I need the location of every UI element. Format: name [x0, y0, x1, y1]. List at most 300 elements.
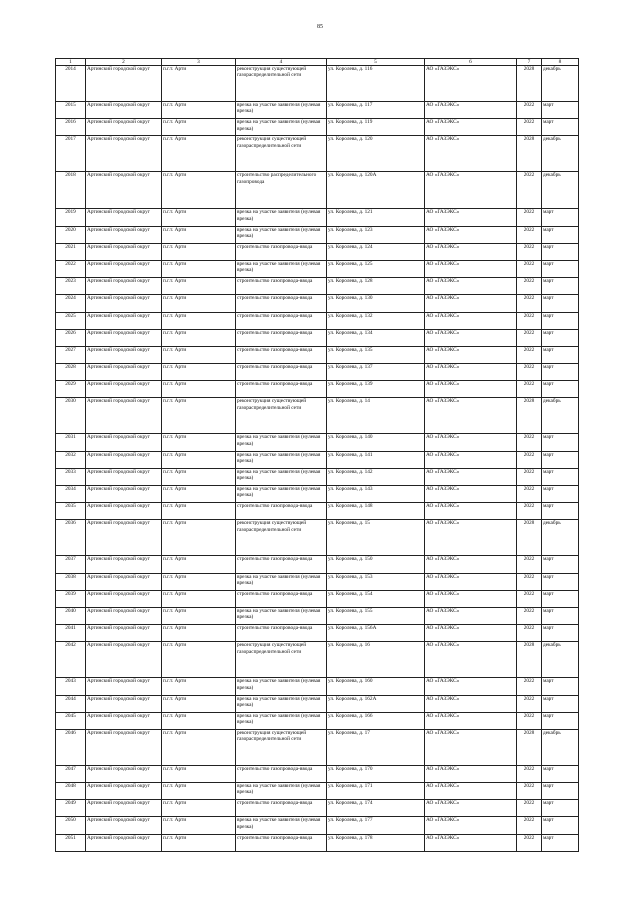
month-cell: декабрь [542, 642, 579, 678]
row-number: 2030 [56, 398, 86, 434]
district-cell: Артинский городской округ [86, 486, 162, 503]
address-cell: ул. Королева, д. 166 [327, 712, 425, 729]
column-number-row [56, 59, 579, 66]
settlement-cell: п.г.т. Арти [162, 607, 236, 624]
settlement-cell: п.г.т. Арти [162, 398, 236, 434]
settlement-cell: п.г.т. Арти [162, 503, 236, 520]
settlement-cell: п.г.т. Арти [162, 102, 236, 119]
row-number: 2027 [56, 346, 86, 363]
month-cell: март [542, 260, 579, 277]
work-type-cell: строительство газопровода-ввода [236, 346, 327, 363]
district-cell: Артинский городской округ [86, 729, 162, 765]
year-cell: 2022 [517, 451, 542, 468]
month-cell: декабрь [542, 520, 579, 556]
year-cell: 2022 [517, 590, 542, 607]
column-header: 5 [327, 59, 425, 66]
year-cell: 2022 [517, 712, 542, 729]
organization-cell: АО «ГАЗЭКС» [425, 800, 517, 817]
work-type-cell: врезка на участке заявителя (нулевая врезка) [236, 119, 327, 136]
month-cell: март [542, 451, 579, 468]
year-cell: 2022 [517, 678, 542, 695]
table-row [56, 573, 579, 590]
table-row [56, 642, 579, 678]
settlement-cell: п.г.т. Арти [162, 556, 236, 573]
row-number: 2032 [56, 451, 86, 468]
row-number: 2031 [56, 434, 86, 451]
district-cell: Артинский городской округ [86, 66, 162, 102]
address-cell: ул. Королева, д. 134 [327, 329, 425, 346]
column-header: 1 [56, 59, 86, 66]
organization-cell: АО «ГАЗЭКС» [425, 119, 517, 136]
organization-cell: АО «ГАЗЭКС» [425, 136, 517, 172]
address-cell: ул. Королева, д. 120А [327, 172, 425, 209]
year-cell: 2028 [517, 136, 542, 172]
address-cell: ул. Королева, д. 128 [327, 278, 425, 295]
column-header: 3 [162, 59, 236, 66]
work-type-cell: строительство газопровода-ввода [236, 765, 327, 782]
address-cell: ул. Королева, д. 143 [327, 486, 425, 503]
address-cell: ул. Королева, д. 153 [327, 573, 425, 590]
address-cell: ул. Королева, д. 121 [327, 209, 425, 226]
district-cell: Артинский городской округ [86, 312, 162, 329]
district-cell: Артинский городской округ [86, 278, 162, 295]
district-cell: Артинский городской округ [86, 119, 162, 136]
work-type-cell: строительство газопровода-ввода [236, 329, 327, 346]
row-number: 2023 [56, 278, 86, 295]
table-row [56, 783, 579, 800]
settlement-cell: п.г.т. Арти [162, 625, 236, 642]
organization-cell: АО «ГАЗЭКС» [425, 520, 517, 556]
work-type-cell: реконструкция существующей газораспределительной сети [236, 729, 327, 765]
district-cell: Артинский городской округ [86, 590, 162, 607]
row-number: 2028 [56, 364, 86, 381]
month-cell: март [542, 590, 579, 607]
district-cell: Артинский городской округ [86, 295, 162, 312]
district-cell: Артинский городской округ [86, 260, 162, 277]
organization-cell: АО «ГАЗЭКС» [425, 381, 517, 398]
district-cell: Артинский городской округ [86, 434, 162, 451]
year-cell: 2022 [517, 364, 542, 381]
address-cell: ул. Королева, д. 154 [327, 590, 425, 607]
table-row [56, 556, 579, 573]
year-cell: 2022 [517, 625, 542, 642]
table-row [56, 520, 579, 556]
organization-cell: АО «ГАЗЭКС» [425, 243, 517, 260]
organization-cell: АО «ГАЗЭКС» [425, 556, 517, 573]
settlement-cell: п.г.т. Арти [162, 590, 236, 607]
year-cell: 2022 [517, 172, 542, 209]
table-row [56, 678, 579, 695]
organization-cell: АО «ГАЗЭКС» [425, 834, 517, 851]
address-cell: ул. Королева, д. 123 [327, 226, 425, 243]
month-cell: март [542, 346, 579, 363]
organization-cell: АО «ГАЗЭКС» [425, 209, 517, 226]
table-row [56, 800, 579, 817]
table-row [56, 590, 579, 607]
organization-cell: АО «ГАЗЭКС» [425, 102, 517, 119]
column-header: 2 [86, 59, 162, 66]
year-cell: 2022 [517, 329, 542, 346]
row-number: 2045 [56, 712, 86, 729]
settlement-cell: п.г.т. Арти [162, 66, 236, 102]
district-cell: Артинский городской округ [86, 817, 162, 834]
year-cell: 2022 [517, 209, 542, 226]
work-type-cell: строительство газопровода-ввода [236, 295, 327, 312]
month-cell: март [542, 243, 579, 260]
organization-cell: АО «ГАЗЭКС» [425, 783, 517, 800]
organization-cell: АО «ГАЗЭКС» [425, 172, 517, 209]
table-row [56, 712, 579, 729]
year-cell: 2022 [517, 486, 542, 503]
table-row [56, 136, 579, 172]
row-number: 2024 [56, 295, 86, 312]
address-cell: ул. Королева, д. 120 [327, 136, 425, 172]
work-type-cell: строительство газопровода-ввода [236, 243, 327, 260]
table-row [56, 346, 579, 363]
column-header: 6 [425, 59, 517, 66]
address-cell: ул. Королева, д. 124 [327, 243, 425, 260]
year-cell: 2022 [517, 783, 542, 800]
district-cell: Артинский городской округ [86, 398, 162, 434]
row-number: 2048 [56, 783, 86, 800]
row-number: 2050 [56, 817, 86, 834]
address-cell: ул. Королева, д. 160 [327, 678, 425, 695]
address-cell: ул. Королева, д. 14 [327, 398, 425, 434]
row-number: 2025 [56, 312, 86, 329]
row-number: 2038 [56, 573, 86, 590]
organization-cell: АО «ГАЗЭКС» [425, 312, 517, 329]
settlement-cell: п.г.т. Арти [162, 136, 236, 172]
settlement-cell: п.г.т. Арти [162, 278, 236, 295]
organization-cell: АО «ГАЗЭКС» [425, 625, 517, 642]
address-cell: ул. Королева, д. 148 [327, 503, 425, 520]
table-row [56, 503, 579, 520]
row-number: 2017 [56, 136, 86, 172]
work-type-cell: врезка на участке заявителя (нулевая врезка) [236, 678, 327, 695]
settlement-cell: п.г.т. Арти [162, 817, 236, 834]
month-cell: март [542, 102, 579, 119]
organization-cell: АО «ГАЗЭКС» [425, 642, 517, 678]
year-cell: 2022 [517, 295, 542, 312]
month-cell: март [542, 625, 579, 642]
address-cell: ул. Королева, д. 174 [327, 800, 425, 817]
organization-cell: АО «ГАЗЭКС» [425, 434, 517, 451]
row-number: 2051 [56, 834, 86, 851]
district-cell: Артинский городской округ [86, 136, 162, 172]
settlement-cell: п.г.т. Арти [162, 712, 236, 729]
table-row [56, 834, 579, 851]
work-type-cell: строительство газопровода-ввода [236, 503, 327, 520]
settlement-cell: п.г.т. Арти [162, 381, 236, 398]
work-type-cell: врезка на участке заявителя (нулевая врезка) [236, 695, 327, 712]
organization-cell: АО «ГАЗЭКС» [425, 451, 517, 468]
settlement-cell: п.г.т. Арти [162, 243, 236, 260]
month-cell: март [542, 226, 579, 243]
organization-cell: АО «ГАЗЭКС» [425, 364, 517, 381]
work-type-cell: реконструкция существующей газораспределительной сети [236, 66, 327, 102]
address-cell: ул. Королева, д. 125 [327, 260, 425, 277]
month-cell: март [542, 329, 579, 346]
district-cell: Артинский городской округ [86, 695, 162, 712]
month-cell: март [542, 209, 579, 226]
row-number: 2049 [56, 800, 86, 817]
month-cell: март [542, 695, 579, 712]
month-cell: март [542, 486, 579, 503]
month-cell: март [542, 573, 579, 590]
month-cell: март [542, 503, 579, 520]
year-cell: 2022 [517, 226, 542, 243]
month-cell: март [542, 312, 579, 329]
work-type-cell: строительство газопровода-ввода [236, 834, 327, 851]
address-cell: ул. Королева, д. 162А [327, 695, 425, 712]
settlement-cell: п.г.т. Арти [162, 834, 236, 851]
organization-cell: АО «ГАЗЭКС» [425, 226, 517, 243]
month-cell: март [542, 817, 579, 834]
address-cell: ул. Королева, д. 130 [327, 295, 425, 312]
district-cell: Артинский городской округ [86, 800, 162, 817]
work-type-cell: реконструкция существующей газораспределительной сети [236, 136, 327, 172]
year-cell: 2022 [517, 119, 542, 136]
row-number: 2047 [56, 765, 86, 782]
district-cell: Артинский городской округ [86, 209, 162, 226]
organization-cell: АО «ГАЗЭКС» [425, 729, 517, 765]
year-cell: 2022 [517, 243, 542, 260]
row-number: 2035 [56, 503, 86, 520]
month-cell: март [542, 783, 579, 800]
column-header: 4 [236, 59, 327, 66]
district-cell: Артинский городской округ [86, 364, 162, 381]
settlement-cell: п.г.т. Арти [162, 486, 236, 503]
year-cell: 2022 [517, 834, 542, 851]
work-type-cell: врезка на участке заявителя (нулевая врезка) [236, 209, 327, 226]
organization-cell: АО «ГАЗЭКС» [425, 329, 517, 346]
address-cell: ул. Королева, д. 17 [327, 729, 425, 765]
row-number: 2026 [56, 329, 86, 346]
work-type-cell: врезка на участке заявителя (нулевая врезка) [236, 712, 327, 729]
organization-cell: АО «ГАЗЭКС» [425, 590, 517, 607]
address-cell: ул. Королева, д. 137 [327, 364, 425, 381]
address-cell: ул. Королева, д. 135 [327, 346, 425, 363]
month-cell: март [542, 712, 579, 729]
settlement-cell: п.г.т. Арти [162, 783, 236, 800]
district-cell: Артинский городской округ [86, 226, 162, 243]
year-cell: 2022 [517, 381, 542, 398]
row-number: 2033 [56, 468, 86, 485]
district-cell: Артинский городской округ [86, 783, 162, 800]
table-row [56, 729, 579, 765]
organization-cell: АО «ГАЗЭКС» [425, 468, 517, 485]
district-cell: Артинский городской округ [86, 678, 162, 695]
row-number: 2046 [56, 729, 86, 765]
address-cell: ул. Королева, д. 142 [327, 468, 425, 485]
row-number: 2022 [56, 260, 86, 277]
address-cell: ул. Королева, д. 150 [327, 556, 425, 573]
settlement-cell: п.г.т. Арти [162, 346, 236, 363]
organization-cell: АО «ГАЗЭКС» [425, 817, 517, 834]
settlement-cell: п.г.т. Арти [162, 642, 236, 678]
page-number: 85 [317, 24, 323, 30]
organization-cell: АО «ГАЗЭКС» [425, 278, 517, 295]
work-type-cell: строительство газопровода-ввода [236, 556, 327, 573]
year-cell: 2022 [517, 503, 542, 520]
settlement-cell: п.г.т. Арти [162, 260, 236, 277]
district-cell: Артинский городской округ [86, 712, 162, 729]
work-type-cell: врезка на участке заявителя (нулевая врезка) [236, 451, 327, 468]
month-cell: март [542, 765, 579, 782]
year-cell: 2022 [517, 800, 542, 817]
work-type-cell: строительство распределительного газопровода [236, 172, 327, 209]
year-cell: 2022 [517, 346, 542, 363]
organization-cell: АО «ГАЗЭКС» [425, 695, 517, 712]
table-row [56, 381, 579, 398]
address-cell: ул. Королева, д. 177 [327, 817, 425, 834]
year-cell: 2028 [517, 642, 542, 678]
month-cell: март [542, 119, 579, 136]
address-cell: ул. Королева, д. 155 [327, 607, 425, 624]
work-type-cell: реконструкция существующей газораспределительной сети [236, 642, 327, 678]
organization-cell: АО «ГАЗЭКС» [425, 66, 517, 102]
work-type-cell: врезка на участке заявителя (нулевая врезка) [236, 260, 327, 277]
column-header: 8 [542, 59, 579, 66]
year-cell: 2022 [517, 556, 542, 573]
table-row [56, 102, 579, 119]
table-row [56, 695, 579, 712]
work-type-cell: врезка на участке заявителя (нулевая врезка) [236, 783, 327, 800]
settlement-cell: п.г.т. Арти [162, 468, 236, 485]
work-type-cell: врезка на участке заявителя (нулевая врезка) [236, 468, 327, 485]
table-row [56, 468, 579, 485]
settlement-cell: п.г.т. Арти [162, 729, 236, 765]
month-cell: март [542, 678, 579, 695]
month-cell: декабрь [542, 172, 579, 209]
settlement-cell: п.г.т. Арти [162, 800, 236, 817]
month-cell: март [542, 800, 579, 817]
year-cell: 2022 [517, 817, 542, 834]
work-type-cell: врезка на участке заявителя (нулевая врезка) [236, 573, 327, 590]
row-number: 2029 [56, 381, 86, 398]
table-row [56, 66, 579, 102]
month-cell: март [542, 364, 579, 381]
settlement-cell: п.г.т. Арти [162, 695, 236, 712]
table-row [56, 434, 579, 451]
month-cell: март [542, 607, 579, 624]
year-cell: 2022 [517, 695, 542, 712]
organization-cell: АО «ГАЗЭКС» [425, 295, 517, 312]
row-number: 2040 [56, 607, 86, 624]
district-cell: Артинский городской округ [86, 503, 162, 520]
table-row [56, 765, 579, 782]
district-cell: Артинский городской округ [86, 451, 162, 468]
year-cell: 2022 [517, 434, 542, 451]
organization-cell: АО «ГАЗЭКС» [425, 260, 517, 277]
settlement-cell: п.г.т. Арти [162, 434, 236, 451]
district-cell: Артинский городской округ [86, 642, 162, 678]
work-type-cell: строительство газопровода-ввода [236, 364, 327, 381]
row-number: 2014 [56, 66, 86, 102]
work-type-cell: строительство газопровода-ввода [236, 312, 327, 329]
district-cell: Артинский городской округ [86, 556, 162, 573]
address-cell: ул. Королева, д. 170 [327, 765, 425, 782]
district-cell: Артинский городской округ [86, 102, 162, 119]
row-number: 2039 [56, 590, 86, 607]
organization-cell: АО «ГАЗЭКС» [425, 678, 517, 695]
month-cell: декабрь [542, 729, 579, 765]
address-cell: ул. Королева, д. 16 [327, 642, 425, 678]
month-cell: декабрь [542, 66, 579, 102]
address-cell: ул. Королева, д. 132 [327, 312, 425, 329]
work-type-cell: врезка на участке заявителя (нулевая врезка) [236, 607, 327, 624]
month-cell: декабрь [542, 398, 579, 434]
organization-cell: АО «ГАЗЭКС» [425, 607, 517, 624]
row-number: 2018 [56, 172, 86, 209]
year-cell: 2022 [517, 573, 542, 590]
organization-cell: АО «ГАЗЭКС» [425, 503, 517, 520]
address-cell: ул. Королева, д. 140 [327, 434, 425, 451]
table-row [56, 364, 579, 381]
settlement-cell: п.г.т. Арти [162, 573, 236, 590]
table-row [56, 278, 579, 295]
district-cell: Артинский городской округ [86, 381, 162, 398]
work-type-cell: врезка на участке заявителя (нулевая врезка) [236, 102, 327, 119]
table-row [56, 312, 579, 329]
year-cell: 2028 [517, 66, 542, 102]
table-row [56, 398, 579, 434]
district-cell: Артинский городской округ [86, 468, 162, 485]
organization-cell: АО «ГАЗЭКС» [425, 573, 517, 590]
year-cell: 2022 [517, 278, 542, 295]
settlement-cell: п.г.т. Арти [162, 172, 236, 209]
year-cell: 2022 [517, 765, 542, 782]
year-cell: 2022 [517, 102, 542, 119]
district-cell: Артинский городской округ [86, 834, 162, 851]
organization-cell: АО «ГАЗЭКС» [425, 346, 517, 363]
address-cell: ул. Королева, д. 15 [327, 520, 425, 556]
settlement-cell: п.г.т. Арти [162, 312, 236, 329]
work-type-cell: строительство газопровода-ввода [236, 278, 327, 295]
district-cell: Артинский городской округ [86, 573, 162, 590]
address-cell: ул. Королева, д. 141 [327, 451, 425, 468]
row-number: 2041 [56, 625, 86, 642]
table-row [56, 209, 579, 226]
table-row [56, 451, 579, 468]
table-row [56, 295, 579, 312]
row-number: 2021 [56, 243, 86, 260]
row-number: 2016 [56, 119, 86, 136]
year-cell: 2028 [517, 398, 542, 434]
column-header: 7 [517, 59, 542, 66]
month-cell: март [542, 295, 579, 312]
gasification-schedule-table [55, 58, 579, 852]
organization-cell: АО «ГАЗЭКС» [425, 398, 517, 434]
year-cell: 2022 [517, 260, 542, 277]
table-row [56, 226, 579, 243]
year-cell: 2022 [517, 607, 542, 624]
row-number: 2015 [56, 102, 86, 119]
address-cell: ул. Королева, д. 178 [327, 834, 425, 851]
table-row [56, 817, 579, 834]
district-cell: Артинский городской округ [86, 765, 162, 782]
district-cell: Артинский городской округ [86, 346, 162, 363]
district-cell: Артинский городской округ [86, 625, 162, 642]
district-cell: Артинский городской округ [86, 607, 162, 624]
row-number: 2042 [56, 642, 86, 678]
table-row [56, 486, 579, 503]
address-cell: ул. Королева, д. 116 [327, 66, 425, 102]
settlement-cell: п.г.т. Арти [162, 520, 236, 556]
work-type-cell: строительство газопровода-ввода [236, 625, 327, 642]
table-row [56, 243, 579, 260]
table-row [56, 329, 579, 346]
